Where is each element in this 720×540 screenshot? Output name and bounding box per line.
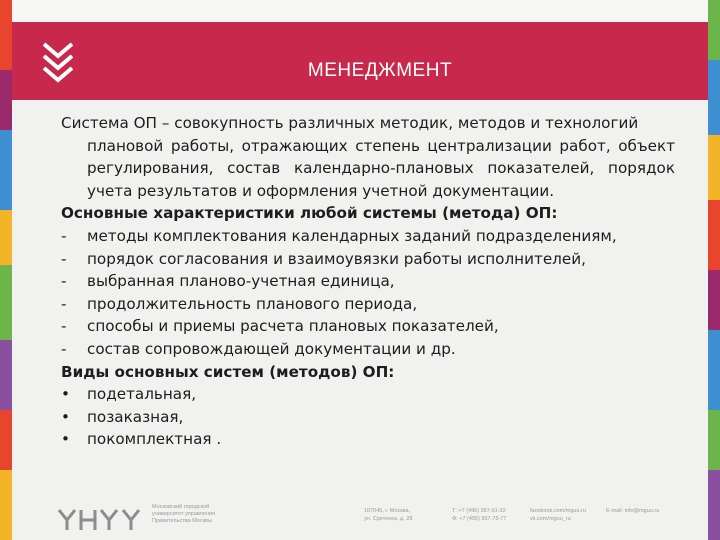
list-item-text: способы и приемы расчета плановых показателей, [87, 317, 499, 336]
list-item [61, 406, 675, 429]
list-marker: - [61, 272, 67, 291]
list-item [61, 270, 675, 293]
list-marker: - [61, 249, 67, 268]
title-banner [12, 22, 708, 100]
definition-text: – совокупность различных методик, методов и технологий [156, 114, 639, 132]
list-item [61, 248, 675, 271]
university-name: Московский городской университет управления Правительства Москвы [152, 504, 216, 524]
list-item-text: позаказная, [87, 407, 184, 426]
list-item [61, 225, 675, 248]
slide-body [61, 112, 675, 451]
slide [12, 0, 708, 540]
definition-term: Система ОП [61, 114, 157, 132]
list-marker: • [61, 430, 70, 449]
list-item-text: подетальная, [87, 385, 197, 404]
list-item-text: состав сопровождающей документации и др. [87, 339, 456, 358]
characteristics-heading: Основные характеристики любой системы (метода) ОП: [61, 204, 558, 223]
top-bar [12, 0, 708, 22]
footer [12, 500, 708, 540]
definition-paragraph [61, 112, 675, 202]
types-list [61, 383, 675, 451]
list-item-text: порядок согласования и взаимоувязки работы исполнителей, [87, 249, 586, 268]
footer-address: 107045, г. Москва, ул. Сретенка, д. 28 [364, 508, 413, 522]
list-item-text: методы комплектования календарных заданий подразделениям, [87, 226, 617, 245]
list-item-text: продолжительность планового периода, [87, 294, 418, 313]
list-marker: • [61, 385, 70, 404]
list-marker: - [61, 339, 67, 358]
list-item [61, 338, 675, 361]
slide-title: МЕНЕДЖМЕНТ [307, 60, 453, 81]
list-item [61, 293, 675, 316]
left-color-strip [0, 0, 12, 540]
list-marker: - [61, 226, 67, 245]
list-item-text: выбранная планово-учетная единица, [87, 272, 395, 291]
list-item [61, 428, 675, 451]
list-marker: • [61, 407, 70, 426]
types-heading: Виды основных систем (методов) ОП: [61, 362, 395, 381]
right-color-strip [708, 0, 720, 540]
characteristics-list [61, 225, 675, 361]
list-item-text: покомплектная . [87, 430, 222, 449]
list-marker: - [61, 317, 67, 336]
footer-social-links[interactable]: facebook.com/mguu.ru vk.com/mguu_ru [530, 508, 586, 522]
list-item [61, 383, 675, 406]
list-marker: - [61, 294, 67, 313]
university-logo-icon [52, 506, 162, 532]
footer-phones: Т: +7 (495) 957-91-32 Ф: +7 (495) 957-75-77 [452, 508, 507, 522]
footer-email[interactable]: E-mail: info@mguu.ru [606, 508, 660, 514]
definition-continuation: плановой работы, отражающих степень централизации работ, объект регулирования, состав календарно-плановых показателей, порядок учета результатов и оформления учетной документации. [87, 136, 675, 200]
list-item [61, 315, 675, 338]
